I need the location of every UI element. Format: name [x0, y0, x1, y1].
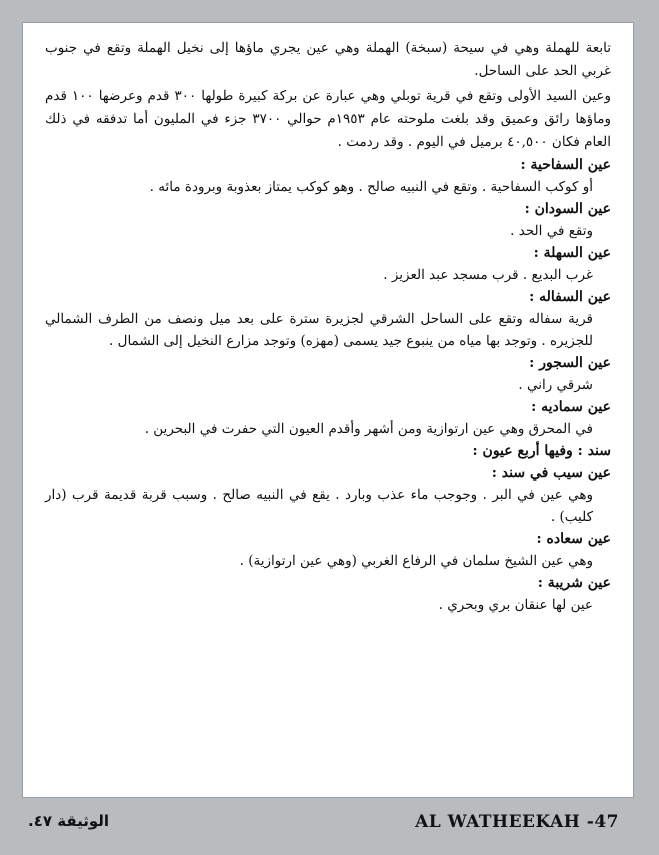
- section-2: [45, 198, 611, 242]
- section-10: [45, 572, 611, 616]
- section-text: عين لها عنقان بري وبحري .: [438, 597, 593, 613]
- section-4: [45, 286, 611, 352]
- page-footer: [22, 812, 637, 838]
- section-text: في المحرق وهي عين ارتوازية ومن أشهر وأقدم العيون التي حفرت في البحرين .: [144, 421, 593, 437]
- section-heading: سند : وفيها أربع عيون :: [472, 443, 611, 459]
- section-heading: عين سعاده :: [536, 531, 611, 547]
- section-6: [45, 396, 611, 440]
- section-heading: عين السفاله :: [529, 289, 611, 305]
- section-3: [45, 242, 611, 286]
- section-heading: عين شريبة :: [537, 575, 611, 591]
- section-text: شرقي راني .: [518, 377, 593, 393]
- section-text: غرب البديع . قرب مسجد عبد العزيز .: [383, 267, 593, 283]
- section-heading: عين السهلة :: [533, 245, 611, 261]
- section-heading: عين السودان :: [524, 201, 611, 217]
- intro-paragraph-2: وعين السيد الأولى وتقع في قرية توبلي وهي عبارة عن بركة كبيرة طولها ٣٠٠ قدم وعرضها ١٠٠ قدم وماؤها رائق وعميق وقد بلغت ملوحته عام ١٩٥٣م حوالي ٣٧٠٠ جزء في المليون أما تدفقه في ذلك العام فكان ٤٠,٥٠٠ برميل في اليوم . وقد ردمت .: [45, 88, 611, 150]
- section-heading: عين السجور :: [529, 355, 611, 371]
- section-heading: عين السفاحية :: [520, 157, 611, 173]
- section-text: وهي عين الشيخ سلمان في الرفاع الغربي (وهي عين ارتوازية) .: [239, 553, 593, 569]
- section-text: وهي عين في البر . وجوجب ماء عذب وبارد . يقع في النبيه صالح . وسبب قربة قديمة قرب (دار كليب) .: [45, 487, 593, 525]
- section-1: [45, 154, 611, 198]
- document-page: [22, 22, 634, 798]
- section-text: وتقع في الحد .: [510, 223, 593, 239]
- footer-arabic-title: الوثيقة ٤٧.: [28, 812, 110, 830]
- section-7: [45, 440, 611, 462]
- section-9: [45, 528, 611, 572]
- section-8: [45, 462, 611, 528]
- section-heading: عين سيب في سند :: [491, 465, 611, 481]
- section-5: [45, 352, 611, 396]
- section-text: قرية سفاله وتقع على الساحل الشرقي لجزيرة سترة على بعد ميل ونصف من الطرف الشمالي للجزيره . وتوجد بها مياه من ينبوع جيد يسمى (مهزه) وتوجد مزارع النخيل إلى الشمال .: [45, 311, 593, 349]
- footer-english-title: AL WATHEEKAH -47: [415, 812, 619, 832]
- document-body: [45, 37, 611, 616]
- section-heading: عين سماديه :: [531, 399, 611, 415]
- intro-paragraph-1: تابعة للهملة وهي في سيحة (سبخة) الهملة وهي عين يجري ماؤها إلى نخيل الهملة وتقع في جنوب غربي الحد على الساحل.: [45, 40, 611, 79]
- section-text: أو كوكب السفاحية . وتقع في النبيه صالح . وهو كوكب يمتاز بعذوبة وبرودة مائه .: [149, 179, 593, 195]
